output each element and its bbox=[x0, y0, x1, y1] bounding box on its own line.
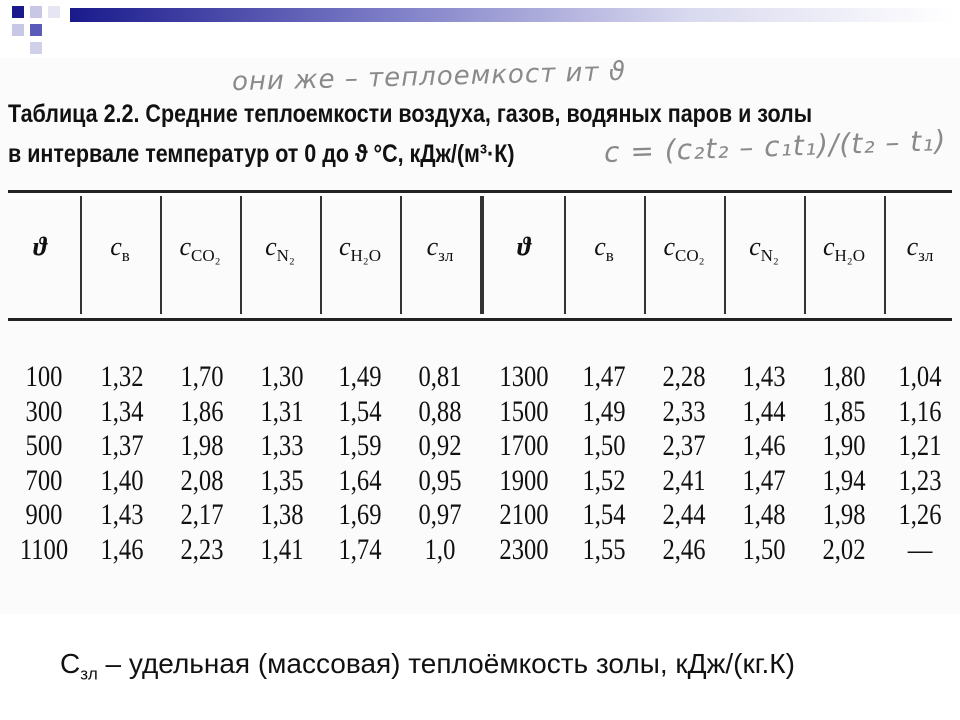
table-cell: 300 bbox=[25, 394, 63, 428]
table-cell: 1,30 bbox=[260, 360, 304, 393]
table-cell: 1,74 bbox=[338, 532, 382, 566]
table-cell: 1,94 bbox=[822, 463, 866, 497]
table-cell: 0,88 bbox=[418, 394, 462, 428]
table-title-line1: Таблица 2.2. Средние теплоемкости воздуха, газов, водяных паров и золы bbox=[8, 100, 813, 128]
header-theta: ϑ bbox=[517, 232, 531, 261]
table-cell: 1900 bbox=[499, 463, 549, 497]
table-cell: 700 bbox=[25, 463, 63, 497]
col-separator bbox=[400, 196, 402, 314]
column-theta-left bbox=[13, 360, 75, 567]
table-cell: 1,54 bbox=[582, 498, 626, 531]
decor-square-3 bbox=[48, 6, 60, 18]
table-cell: 100 bbox=[25, 360, 63, 393]
handwritten-formula: c = (c₂t₂ – c₁t₁)/(t₂ – t₁) bbox=[603, 124, 947, 169]
table-cell: 1,35 bbox=[260, 463, 304, 497]
col-separator bbox=[804, 196, 806, 314]
column-cv-left bbox=[91, 360, 153, 567]
decor-square-5 bbox=[30, 24, 42, 36]
table-cell: 1,80 bbox=[822, 360, 866, 393]
column-theta-right bbox=[493, 360, 555, 567]
header-cco2: $c_{CO_2}$ bbox=[663, 232, 705, 266]
table-cell: 0,81 bbox=[418, 360, 462, 393]
table-cell: 1,32 bbox=[100, 360, 144, 393]
decor-square-2 bbox=[30, 6, 42, 18]
table-cell: 1,41 bbox=[260, 532, 304, 566]
header-ch2o: $c_{H_2O}$ bbox=[822, 232, 866, 266]
header-theta: ϑ bbox=[33, 232, 47, 261]
table-cell: 1700 bbox=[499, 429, 549, 462]
decor-gradient-bar bbox=[70, 8, 954, 22]
table-cell: 1500 bbox=[499, 394, 549, 428]
table-cell: 1,23 bbox=[898, 463, 942, 497]
col-separator bbox=[320, 196, 322, 314]
table-cell: 1,33 bbox=[260, 429, 304, 462]
table-cell: 0,97 bbox=[418, 498, 462, 531]
table-cell: 1300 bbox=[499, 360, 549, 393]
table-cell: 1,59 bbox=[338, 429, 382, 462]
column-cn2-left bbox=[251, 360, 313, 567]
table-cell: 1,47 bbox=[582, 360, 626, 393]
col-separator bbox=[160, 196, 162, 314]
table-cell: 1,0 bbox=[424, 532, 456, 566]
table-cell: 1,47 bbox=[742, 463, 786, 497]
table-cell: 2100 bbox=[499, 498, 549, 531]
decor-square-1 bbox=[12, 6, 24, 18]
table-cell: 2,02 bbox=[822, 532, 866, 566]
table-cell: 1,98 bbox=[180, 429, 224, 462]
table-cell: 1,43 bbox=[100, 498, 144, 531]
col-separator bbox=[644, 196, 646, 314]
table-cell: 2,44 bbox=[662, 498, 706, 531]
decor-square-6 bbox=[30, 42, 42, 54]
table-cell: 2,46 bbox=[662, 532, 706, 566]
decor-square-4 bbox=[12, 24, 24, 36]
table-cell: 1,43 bbox=[742, 360, 786, 393]
column-ch2o-left bbox=[329, 360, 391, 567]
table-cell: 1,46 bbox=[742, 429, 786, 462]
header-ch2o: $c_{H_2O}$ bbox=[338, 232, 382, 266]
table-cell: 2,33 bbox=[662, 394, 706, 428]
table-cell: 900 bbox=[25, 498, 63, 531]
table-cell: 1,48 bbox=[742, 498, 786, 531]
table-cell: 1,37 bbox=[100, 429, 144, 462]
table-cell: 1,64 bbox=[338, 463, 382, 497]
table-cell: 1,16 bbox=[898, 394, 942, 428]
table-cell: 2,08 bbox=[180, 463, 224, 497]
table-cell: 1,49 bbox=[582, 394, 626, 428]
table-cell: 1,21 bbox=[898, 429, 942, 462]
block-separator bbox=[480, 196, 484, 314]
header-cco2: $c_{CO_2}$ bbox=[179, 232, 221, 266]
table-cell: 1,85 bbox=[822, 394, 866, 428]
table-cell: 500 bbox=[25, 429, 63, 462]
header-czl: $c_{зл}$ bbox=[906, 232, 934, 266]
table-cell: 1,52 bbox=[582, 463, 626, 497]
table-cell: 1,49 bbox=[338, 360, 382, 393]
table-cell: 1,90 bbox=[822, 429, 866, 462]
handwritten-note: они же – теплоемкост ит ϑ bbox=[231, 56, 627, 98]
table-top-rule bbox=[8, 190, 952, 193]
table-cell: 2,23 bbox=[180, 532, 224, 566]
table-cell: 1,46 bbox=[100, 532, 144, 566]
table-cell: 1,38 bbox=[260, 498, 304, 531]
table-cell: 1,44 bbox=[742, 394, 786, 428]
header-cv: $c_в$ bbox=[594, 232, 614, 266]
table-cell: 2,41 bbox=[662, 463, 706, 497]
table-cell: 0,95 bbox=[418, 463, 462, 497]
column-cco2-right bbox=[653, 360, 715, 567]
column-cn2-right bbox=[733, 360, 795, 567]
table-cell: 1,54 bbox=[338, 394, 382, 428]
header-cv: $c_в$ bbox=[110, 232, 130, 266]
table-cell: 1,40 bbox=[100, 463, 144, 497]
table-cell: 2,28 bbox=[662, 360, 706, 393]
table-cell: — bbox=[907, 532, 933, 566]
table-cell: 0,92 bbox=[418, 429, 462, 462]
table-cell: 1,98 bbox=[822, 498, 866, 531]
table-cell: 1100 bbox=[19, 532, 69, 566]
table-cell: 2300 bbox=[499, 532, 549, 566]
table-cell: 1,86 bbox=[180, 394, 224, 428]
footnote: $С_{зл}$ – удельная (массовая) теплоёмкость золы, кДж/(кг.К) bbox=[60, 648, 795, 684]
col-separator bbox=[240, 196, 242, 314]
header-cn2: $c_{N_2}$ bbox=[265, 232, 295, 266]
col-separator bbox=[564, 196, 566, 314]
column-ch2o-right bbox=[813, 360, 875, 567]
header-czl: $c_{зл}$ bbox=[426, 232, 454, 266]
header-cn2: $c_{N_2}$ bbox=[749, 232, 779, 266]
column-cco2-left bbox=[171, 360, 233, 567]
table-cell: 1,31 bbox=[260, 394, 304, 428]
table-title-line2: в интервале температур от 0 до ϑ °С, кДж/(м³·К) bbox=[8, 140, 515, 168]
table-cell: 1,26 bbox=[898, 498, 942, 531]
col-separator bbox=[80, 196, 82, 314]
table-cell: 1,69 bbox=[338, 498, 382, 531]
table-cell: 1,04 bbox=[898, 360, 942, 393]
column-czl-left bbox=[409, 360, 471, 567]
table-cell: 1,50 bbox=[582, 429, 626, 462]
table-cell: 2,37 bbox=[662, 429, 706, 462]
column-cv-right bbox=[573, 360, 635, 567]
table-cell: 1,55 bbox=[582, 532, 626, 566]
table-cell: 2,17 bbox=[180, 498, 224, 531]
table-cell: 1,50 bbox=[742, 532, 786, 566]
table-cell: 1,34 bbox=[100, 394, 144, 428]
table-header-rule bbox=[8, 318, 952, 321]
column-czl-right bbox=[889, 360, 951, 567]
table-cell: 1,70 bbox=[180, 360, 224, 393]
col-separator bbox=[724, 196, 726, 314]
